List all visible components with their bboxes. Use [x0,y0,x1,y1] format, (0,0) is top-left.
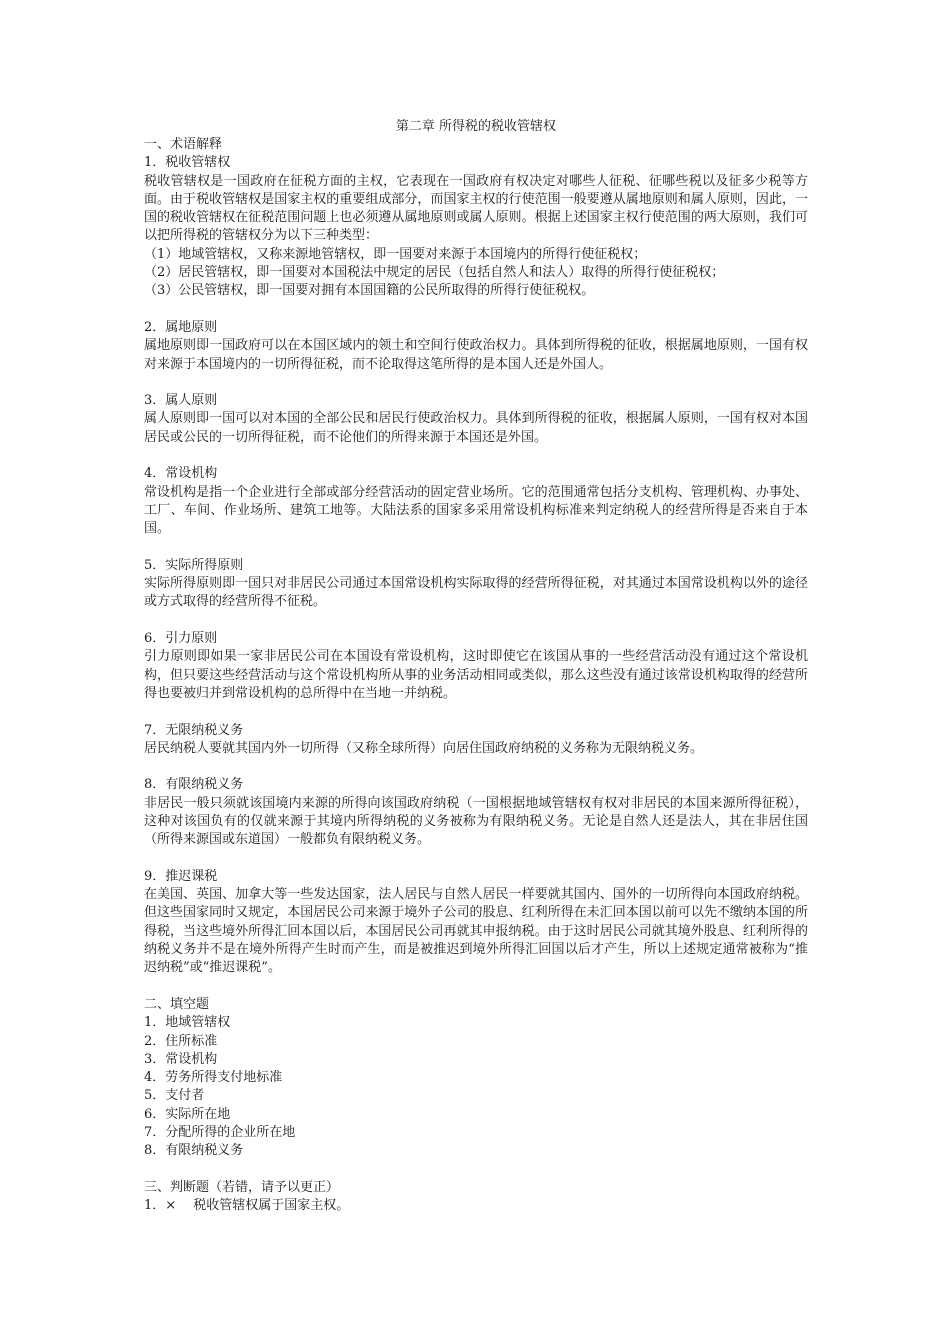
term-heading: 9．推迟课税 [144,868,218,884]
term-paragraph: 非居民一般只须就该国境内来源的所得向该国政府纳税（一国根据地域管辖权有权对非居民的本国来源所得征税），这种对该国负有的仅就来源于其境内所得纳税的义务被称为有限纳税义务。无论是自然人还是法人，其在非居住国（所得来源国或东道国）一般都负有限纳税义务。 [144,795,808,848]
term-paragraph: 属人原则即一国可以对本国的全部公民和居民行使政治权力。具体到所得税的征收，根据属人原则，一国有权对本国居民或公民的一切所得征税，而不论他们的所得来源于本国还是外国。 [144,411,808,445]
list-item: 1．地域管辖权 [144,1015,231,1031]
term-heading: 4．常设机构 [144,466,218,482]
term-paragraph: 常设机构是指一个企业进行全部或部分经营活动的固定营业场所。它的范围通常包括分支机构、管理机构、办事处、工厂、车间、作业场所、建筑工地等。大陆法系的国家多采用常设机构标准来判定纳税人的经营所得是否来自于本国。 [144,484,808,537]
list-item: 1．× 税收管辖权属于国家主权。 [144,1198,350,1214]
list-item: 8．有限纳税义务 [144,1143,244,1159]
section-heading: 一、术语解释 [144,137,223,152]
list-item: 5．支付者 [144,1088,205,1104]
term-paragraph: 引力原则即如果一家非居民公司在本国设有常设机构，这时即使它在该国从事的一些经营活动没有通过这个常设机构，但只要这些经营活动与这个常设机构所从事的业务活动相同或类似，那么这些没有通过该常设机构取得的经营所得也要被归并到常设机构的总所得中在当地一并纳税。 [144,649,808,701]
term-paragraph: 实际所得原则即一国只对非居民公司通过本国常设机构实际取得的经营所得征税，对其通过本国常设机构以外的途径或方式取得的经营所得不征税。 [144,576,808,610]
list-item: 4．劳务所得支付地标准 [144,1070,283,1086]
term-paragraph: 在美国、英国、加拿大等一些发达国家，法人居民与自然人居民一样要就其国内、国外的一切所得向本国政府纳税。但这些国家同时又规定，本国居民公司来源于境外子公司的股息、红利所得在未汇回本国以前可以先不缴纳本国的所得税，当这些境外所得汇回本国以后，本国居民公司再就其申报纳税。由于这时居民公司就其境外股息、红利所得的纳税义务并不是在境外所得产生时而产生，而是被推迟到境外所得汇回国以后才产生，所以上述规定通常被称为“推迟纳税”或“推迟课税”。 [144,887,808,976]
term-heading: 2．属地原则 [144,319,218,335]
term-heading: 6．引力原则 [144,631,218,647]
page-title: 第二章 所得税的税收管辖权 [395,119,557,134]
term-heading: 8．有限纳税义务 [144,777,244,793]
term-paragraph: （3）公民管辖权，即一国要对拥有本国国籍的公民所取得的所得行使征税权。 [144,283,595,299]
term-heading: 3．属人原则 [144,393,218,409]
term-paragraph: 税收管辖权是一国政府在征税方面的主权，它表现在一国政府有权决定对哪些人征税、征哪些税以及征多少税等方面。由于税收管辖权是国家主权的重要组成部分，而国家主权的行使范围一般要遵从属地原则和属人原则，因此，一国的税收管辖权在征税范围问题上也必须遵从属地原则或属人原则。根据上述国家主权行使范围的两大原则，我们可以把所得税的管辖权分为以下三种类型： [144,173,808,244]
list-item: 6．实际所在地 [144,1106,231,1122]
list-item: 7．分配所得的企业所在地 [144,1125,296,1141]
term-heading: 7．无限纳税义务 [144,722,244,738]
term-paragraph: 属地原则即一国政府可以在本国区域内的领土和空间行使政治权力。具体到所得税的征收，根据属地原则，一国有权对来源于本国境内的一切所得征税，而不论取得这笔所得的是本国人还是外国人。 [144,338,808,372]
term-heading: 5．实际所得原则 [144,557,244,573]
list-item: 3．常设机构 [144,1051,218,1067]
section-heading: 三、判断题（若错，请予以更正） [144,1179,340,1195]
term-paragraph: （1）地域管辖权，又称来源地管辖权，即一国要对来源于本国境内的所得行使征税权； [144,246,647,262]
term-heading: 1．税收管辖权 [144,155,231,171]
section-heading: 二、填空题 [144,996,210,1012]
term-paragraph: 居民纳税人要就其国内外一切所得（又称全球所得）向居住国政府纳税的义务称为无限纳税义务。 [144,740,704,756]
list-item: 2．住所标准 [144,1033,218,1049]
term-paragraph: （2）居民管辖权，即一国要对本国税法中规定的居民（包括自然人和法人）取得的所得行使征税权； [144,265,725,281]
document-page [144,118,808,1216]
